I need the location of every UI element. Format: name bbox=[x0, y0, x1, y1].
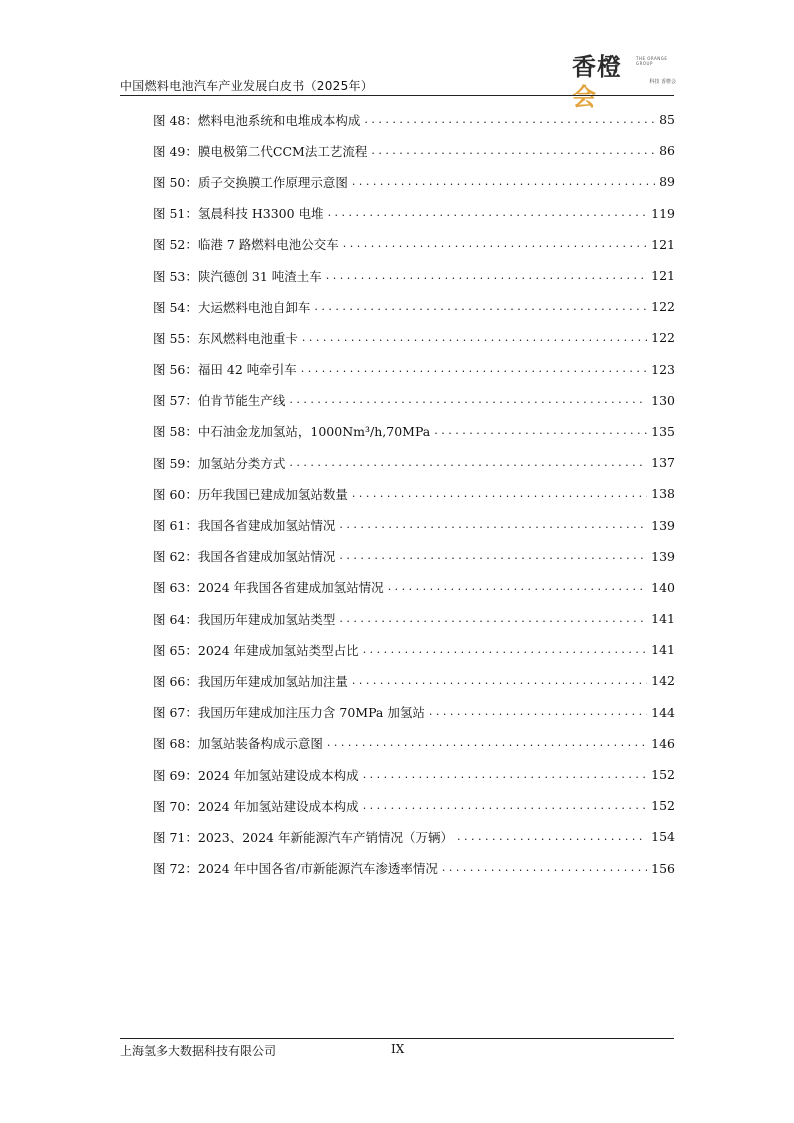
toc-entry-label: 图 50： bbox=[153, 174, 198, 190]
toc-entry-page: 123 bbox=[651, 361, 675, 377]
toc-leader-dots bbox=[328, 206, 648, 220]
toc-entry-caption: 我国历年建成加氢站加注量 bbox=[197, 673, 348, 689]
toc-leader-dots bbox=[327, 736, 647, 750]
toc-leader-dots bbox=[339, 518, 647, 532]
toc-entry-caption: 陕汽德创 31 吨渣土车 bbox=[197, 268, 322, 284]
toc-entry-label: 图 59： bbox=[153, 455, 198, 471]
toc-entry-caption: 加氢站分类方式 bbox=[197, 455, 286, 471]
toc-leader-dots bbox=[352, 175, 655, 189]
toc-leader-dots bbox=[302, 331, 647, 345]
toc-entry-label: 图 55： bbox=[153, 330, 198, 346]
toc-entry-page: 122 bbox=[651, 330, 675, 346]
toc-entry-page: 141 bbox=[651, 611, 675, 627]
toc-leader-dots bbox=[363, 799, 647, 813]
toc-leader-dots bbox=[363, 768, 647, 782]
toc-entry[interactable] bbox=[153, 104, 675, 135]
footer-company: 上海氢多大数据科技有限公司 bbox=[120, 1044, 277, 1058]
toc-entry-page: 144 bbox=[651, 704, 675, 720]
toc-entry-label: 图 70： bbox=[153, 798, 198, 814]
toc-entry[interactable] bbox=[153, 260, 675, 291]
toc-entry-caption: 氢晨科技 H3300 电堆 bbox=[197, 206, 324, 222]
toc-entry-caption: 我国历年建成加注压力含 70MPa 加氢站 bbox=[197, 705, 425, 721]
toc-leader-dots bbox=[388, 580, 647, 594]
toc-entry-label: 图 68： bbox=[153, 736, 198, 752]
toc-entry-caption: 2024 年加氢站建设成本构成 bbox=[197, 798, 359, 814]
toc-entry-caption: 我国各省建成加氢站情况 bbox=[197, 549, 336, 565]
toc-entry-caption: 伯肯节能生产线 bbox=[197, 393, 286, 409]
toc-leader-dots bbox=[429, 705, 647, 719]
page-number: IX bbox=[391, 1042, 405, 1056]
toc-entry[interactable] bbox=[153, 416, 675, 447]
toc-entry-page: 135 bbox=[651, 423, 675, 439]
toc-entry-page: 119 bbox=[651, 205, 675, 221]
toc-entry-caption: 膜电极第二代CCM法工艺流程 bbox=[197, 143, 368, 159]
toc-entry[interactable] bbox=[153, 229, 675, 260]
toc-leader-dots bbox=[301, 362, 647, 376]
footer-divider bbox=[120, 1038, 674, 1039]
toc-entry-label: 图 65： bbox=[153, 642, 198, 658]
toc-entry-caption: 2024 年中国各省/市新能源汽车渗透率情况 bbox=[197, 861, 438, 877]
toc-entry-page: 139 bbox=[651, 517, 675, 533]
toc-entry-page: 85 bbox=[659, 112, 675, 128]
logo-side-text: THE ORANGE GROUP bbox=[636, 56, 668, 66]
toc-leader-dots bbox=[339, 612, 647, 626]
toc-entry-caption: 历年我国已建成加氢站数量 bbox=[197, 486, 348, 502]
toc-leader-dots bbox=[314, 300, 647, 314]
toc-entry-label: 图 60： bbox=[153, 486, 198, 502]
brand-logo bbox=[572, 52, 676, 111]
toc-entry-caption: 我国历年建成加氢站类型 bbox=[197, 611, 336, 627]
toc-leader-dots bbox=[289, 393, 647, 407]
toc-entry[interactable] bbox=[153, 541, 675, 572]
toc-entry[interactable] bbox=[153, 447, 675, 478]
toc-entry-label: 图 71： bbox=[153, 829, 198, 845]
toc-entry[interactable] bbox=[153, 759, 675, 790]
toc-entry-label: 图 54： bbox=[153, 299, 198, 315]
toc-entry[interactable] bbox=[153, 728, 675, 759]
toc-entry-page: 140 bbox=[651, 579, 675, 595]
toc-entry-page: 89 bbox=[659, 174, 675, 190]
figure-list bbox=[153, 104, 675, 884]
toc-entry-label: 图 52： bbox=[153, 237, 198, 253]
toc-entry-caption: 2023、2024 年新能源汽车产销情况（万辆） bbox=[197, 829, 453, 845]
toc-entry[interactable] bbox=[153, 790, 675, 821]
toc-entry-label: 图 64： bbox=[153, 611, 198, 627]
toc-entry-caption: 2024 年加氢站建设成本构成 bbox=[197, 767, 359, 783]
toc-entry-label: 图 49： bbox=[153, 143, 198, 159]
toc-entry-page: 121 bbox=[651, 268, 675, 284]
toc-entry-caption: 大运燃料电池自卸车 bbox=[197, 299, 311, 315]
toc-entry-caption: 燃料电池系统和电堆成本构成 bbox=[197, 112, 361, 128]
toc-entry[interactable] bbox=[153, 634, 675, 665]
toc-entry-caption: 临港 7 路燃料电池公交车 bbox=[197, 237, 339, 253]
toc-leader-dots bbox=[442, 861, 647, 875]
toc-entry-label: 图 61： bbox=[153, 518, 198, 534]
toc-entry[interactable] bbox=[153, 354, 675, 385]
toc-entry-label: 图 48： bbox=[153, 112, 198, 128]
toc-entry[interactable] bbox=[153, 853, 675, 884]
toc-entry-page: 121 bbox=[651, 236, 675, 252]
toc-entry[interactable] bbox=[153, 665, 675, 696]
toc-leader-dots bbox=[326, 269, 647, 283]
toc-entry-label: 图 53： bbox=[153, 268, 198, 284]
toc-leader-dots bbox=[364, 113, 655, 127]
toc-entry[interactable] bbox=[153, 198, 675, 229]
toc-entry-caption: 2024 年建成加氢站类型占比 bbox=[197, 642, 359, 658]
toc-entry-page: 152 bbox=[651, 798, 675, 814]
toc-leader-dots bbox=[339, 549, 647, 563]
toc-entry-page: 146 bbox=[651, 735, 675, 751]
toc-entry[interactable] bbox=[153, 385, 675, 416]
toc-leader-dots bbox=[289, 456, 647, 470]
toc-entry[interactable] bbox=[153, 478, 675, 509]
logo-sub-text: 科技 香橙会 bbox=[649, 79, 676, 85]
logo-accent-text: 会 bbox=[572, 83, 597, 111]
toc-entry-label: 图 66： bbox=[153, 673, 198, 689]
toc-entry-caption: 中石油金龙加氢站，1000Nm³/h,70MPa bbox=[197, 424, 431, 440]
toc-entry-caption: 质子交换膜工作原理示意图 bbox=[197, 174, 348, 190]
toc-entry-page: 86 bbox=[659, 143, 675, 159]
toc-leader-dots bbox=[363, 643, 647, 657]
toc-entry-label: 图 58： bbox=[153, 424, 198, 440]
toc-leader-dots bbox=[352, 487, 647, 501]
toc-entry-label: 图 63： bbox=[153, 580, 198, 596]
toc-entry-label: 图 56： bbox=[153, 362, 198, 378]
toc-entry-label: 图 72： bbox=[153, 861, 198, 877]
toc-entry-page: 138 bbox=[651, 486, 675, 502]
header-title: 中国燃料电池汽车产业发展白皮书（2025年） bbox=[120, 79, 374, 93]
toc-entry[interactable] bbox=[153, 135, 675, 166]
toc-entry-page: 152 bbox=[651, 767, 675, 783]
toc-entry[interactable] bbox=[153, 697, 675, 728]
toc-entry-page: 137 bbox=[651, 455, 675, 471]
toc-entry[interactable] bbox=[153, 603, 675, 634]
toc-entry-caption: 福田 42 吨牵引车 bbox=[197, 362, 297, 378]
toc-entry[interactable] bbox=[153, 291, 675, 322]
header-divider bbox=[120, 95, 674, 96]
toc-leader-dots bbox=[343, 237, 647, 251]
toc-leader-dots bbox=[457, 830, 647, 844]
toc-entry-label: 图 69： bbox=[153, 767, 198, 783]
toc-leader-dots bbox=[352, 674, 647, 688]
toc-entry[interactable] bbox=[153, 322, 675, 353]
toc-entry-page: 156 bbox=[651, 860, 675, 876]
toc-entry[interactable] bbox=[153, 166, 675, 197]
toc-entry-caption: 我国各省建成加氢站情况 bbox=[197, 518, 336, 534]
toc-entry-caption: 东风燃料电池重卡 bbox=[197, 330, 298, 346]
toc-entry-label: 图 51： bbox=[153, 206, 198, 222]
toc-entry[interactable] bbox=[153, 509, 675, 540]
toc-entry-page: 130 bbox=[651, 392, 675, 408]
toc-entry-caption: 2024 年我国各省建成加氢站情况 bbox=[197, 580, 384, 596]
toc-leader-dots bbox=[434, 424, 647, 438]
toc-entry-label: 图 57： bbox=[153, 393, 198, 409]
toc-entry-page: 139 bbox=[651, 548, 675, 564]
toc-entry-label: 图 62： bbox=[153, 549, 198, 565]
toc-entry-page: 142 bbox=[651, 673, 675, 689]
logo-main-text: 香橙 bbox=[572, 53, 622, 81]
toc-entry-label: 图 67： bbox=[153, 705, 198, 721]
logo-wordmark bbox=[572, 52, 632, 112]
toc-entry-caption: 加氢站装备构成示意图 bbox=[197, 736, 323, 752]
toc-entry-page: 154 bbox=[651, 829, 675, 845]
toc-entry-page: 122 bbox=[651, 299, 675, 315]
toc-entry-page: 141 bbox=[651, 642, 675, 658]
toc-entry[interactable] bbox=[153, 821, 675, 852]
toc-leader-dots bbox=[371, 144, 655, 158]
toc-entry[interactable] bbox=[153, 572, 675, 603]
